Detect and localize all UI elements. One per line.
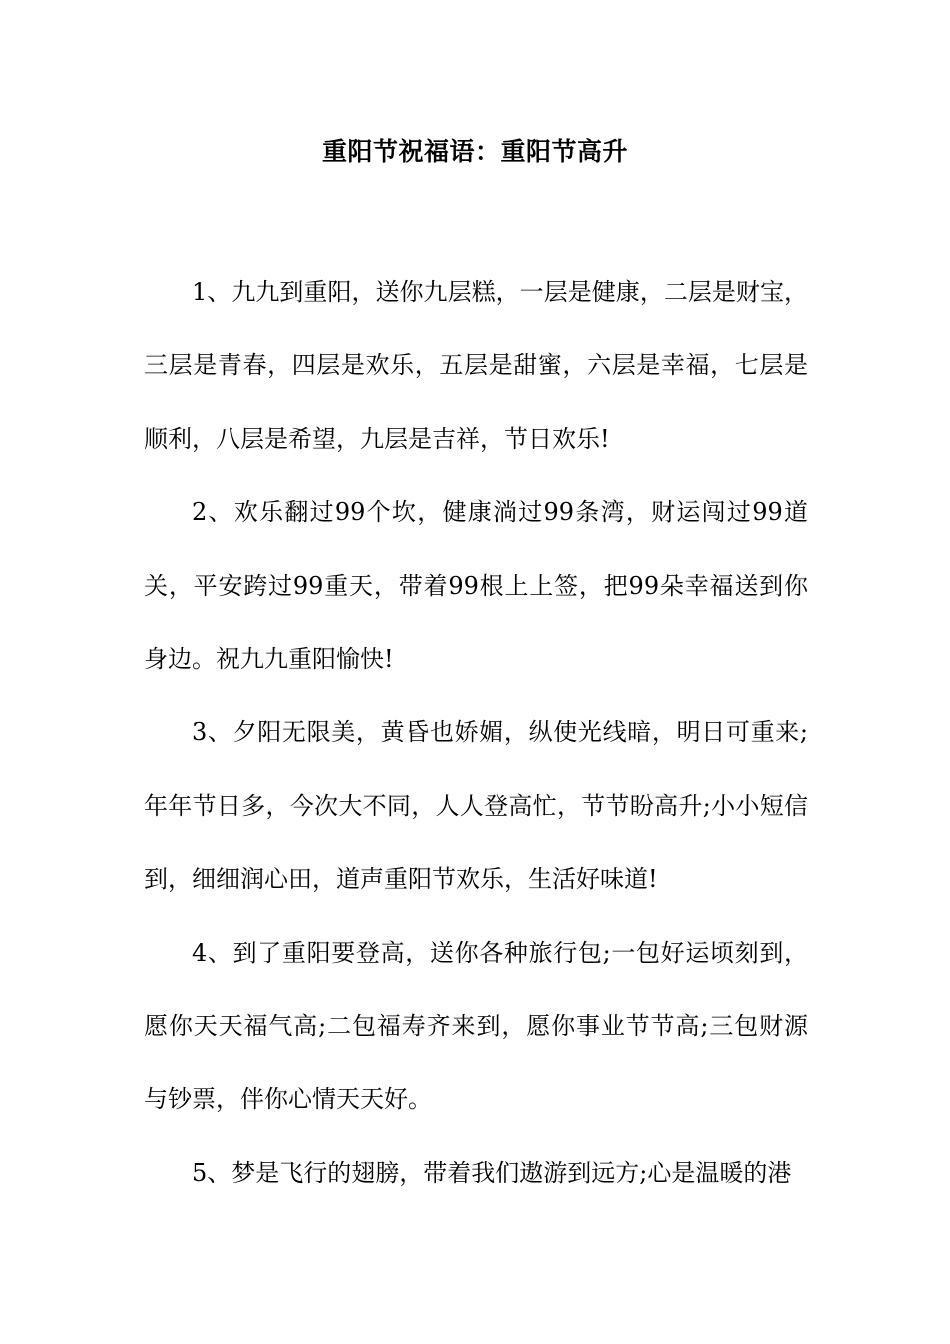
document-body [144,256,808,1210]
paragraph-2: 2、欢乐翻过99个坎，健康淌过99条湾，财运闯过99道关，平安跨过99重天，带着99根上上签，把99朵幸福送到你身边。祝九九重阳愉快! [144,498,808,674]
paragraph-3: 3、夕阳无限美，黄昏也娇媚，纵使光线暗，明日可重来;年年节日多，今次大不同，人人登高忙，节节盼高升;小小短信到，细细润心田，道声重阳节欢乐，生活好味道! [144,718,808,894]
paragraph-5: 5、梦是飞行的翅膀，带着我们遨游到远方;心是温暖的港 [192,1158,792,1187]
paragraph-1: 1、九九到重阳，送你九层糕，一层是健康，二层是财宝，三层是青春，四层是欢乐，五层是甜蜜，六层是幸福，七层是顺利，八层是希望，九层是吉祥，节日欢乐! [144,278,808,453]
document-title: 重阳节祝福语：重阳节高升 [321,137,628,166]
paragraph-4: 4、到了重阳要登高，送你各种旅行包;一包好运顷刻到，愿你天天福气高;二包福寿齐来到，愿你事业节节高;三包财源与钞票，伴你心情天天好。 [144,938,808,1114]
